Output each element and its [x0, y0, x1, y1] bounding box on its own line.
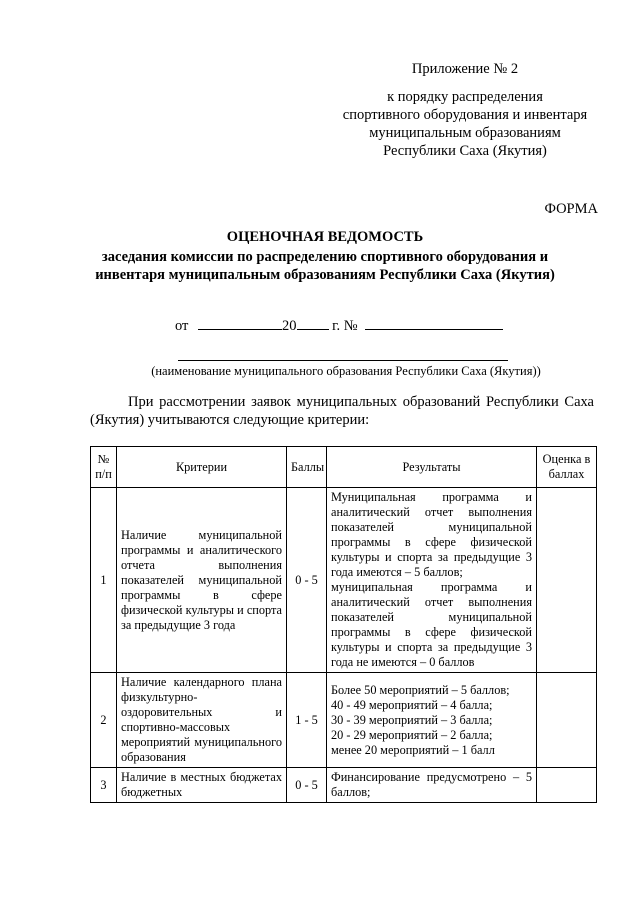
row-num: 2 — [91, 673, 117, 768]
document-title — [90, 228, 560, 284]
row-criteria: Наличие в местных бюджетах бюджетных — [117, 768, 287, 803]
appendix-line: спортивного оборудования и инвентаря — [342, 107, 588, 123]
header-criteria: Критерии — [117, 447, 287, 488]
year-blank — [297, 316, 329, 330]
table-row — [91, 488, 597, 673]
header-score: Баллы — [287, 447, 327, 488]
row-results: Финансирование предусмотрено – 5 баллов; — [327, 768, 537, 803]
date-number-line — [175, 316, 503, 335]
row-score: 1 - 5 — [287, 673, 327, 768]
row-results: Более 50 мероприятий – 5 баллов; 40 - 49 мероприятий – 4 балла; 30 - 39 мероприятий – 3 балла; 20 - 29 мероприятий – 2 балла; менее 20 мероприятий – 1 балл — [327, 673, 537, 768]
name-caption: (наименование муниципального образования Республики Саха (Якутия)) — [151, 364, 541, 378]
row-rating — [537, 768, 597, 803]
header-results: Результаты — [327, 447, 537, 488]
title-main: ОЦЕНОЧНАЯ ВЕДОМОСТЬ — [226, 229, 424, 245]
table-row — [91, 768, 597, 803]
date-blank — [198, 316, 282, 330]
name-underline — [178, 360, 508, 361]
table-row — [91, 673, 597, 768]
intro-paragraph: При рассмотрении заявок муниципальных образований Республики Саха (Якутия) учитываются следующие критерии: — [90, 394, 594, 428]
appendix-line: к порядку распределения — [387, 89, 543, 105]
header-num: № п/п — [91, 447, 117, 488]
row-score: 0 - 5 — [287, 768, 327, 803]
appendix-line: Республики Саха (Якутия) — [383, 143, 547, 159]
appendix-line: муниципальным образованиям — [369, 125, 561, 141]
row-num: 1 — [91, 488, 117, 673]
header-rating: Оценка в баллах — [537, 447, 597, 488]
row-num: 3 — [91, 768, 117, 803]
title-subtitle: заседания комиссии по распределению спортивного оборудования и инвентаря муниципальным образованиям Республики Саха (Якутия) — [95, 249, 555, 283]
row-criteria: Наличие календарного плана физкультурно-оздоровительных и спортивно-массовых мероприятий муниципального образования — [117, 673, 287, 768]
row-criteria: Наличие муниципальной программы и аналитического отчета выполнения показателей муниципальной программы в сфере физической культуры и спорта за предыдущие 3 года — [117, 488, 287, 673]
row-results: Муниципальная программа и аналитический отчет выполнения показателей муниципальной программы в сфере физической культуры и спорта за предыдущие 3 года имеются – 5 баллов; муниципальная программа и аналитический отчет выполнения показателей муниципальной программы в сфере физической культуры и спорта за предыдущие 3 года не имеются – 0 баллов — [327, 488, 537, 673]
row-score: 0 - 5 — [287, 488, 327, 673]
appendix-number: Приложение № 2 — [411, 61, 519, 77]
year-suffix: г. № — [332, 318, 358, 334]
number-blank — [365, 316, 503, 330]
row-rating — [537, 673, 597, 768]
table-header-row — [91, 447, 597, 488]
year-prefix: 20 — [282, 318, 297, 334]
row-rating — [537, 488, 597, 673]
criteria-table — [90, 446, 597, 803]
from-label: от — [175, 318, 189, 334]
form-label: ФОРМА — [544, 201, 598, 217]
appendix-block — [330, 60, 600, 160]
